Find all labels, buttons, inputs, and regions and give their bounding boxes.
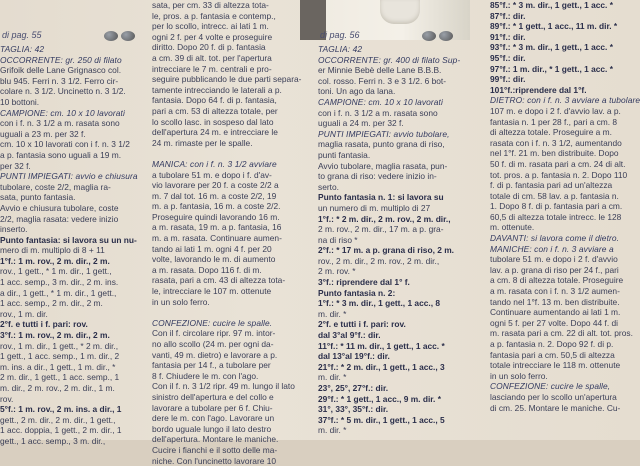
text-line: 37°f.: * 5 m. dir., 1 gett., 1 acc., 5	[318, 414, 445, 425]
text-line: TAGLIA: 42	[0, 44, 45, 54]
text-line: er Minnie Bebè delle Lane B.B.B.	[318, 65, 442, 76]
column-middle-left	[152, 0, 312, 466]
text-line: uguali a 24 m. per 32 f.	[318, 118, 404, 129]
text-line: tubolare, coste 2/2, maglia ra-	[0, 181, 111, 192]
text-line: tubolare 51 m. e dopo i 2 f. d'avvio	[490, 254, 618, 265]
text-line: punti fantasia.	[318, 149, 371, 160]
text-line: PUNTI IMPIEGATI: avvio e chiusura	[0, 171, 138, 182]
text-line: DIETRO: con i f. n. 3 avviare a tubolare	[490, 95, 640, 106]
text-line: cm. 10 x 10 lavorati con i f. n. 3 1/2	[0, 139, 130, 150]
text-line: fantasia pari a cm. 50,5 di altezza	[490, 349, 615, 360]
text-line: CONFEZIONE: cucire le spalle,	[490, 381, 611, 392]
text-line: 95°f.: dir.	[490, 52, 526, 63]
text-line: nel 1°f. 21 m. ben distribuite. Dopo	[490, 148, 619, 159]
text-line: 1 acc. doppia, 1 gett., 2 m. dir., 1	[0, 425, 122, 436]
text-line: fantasia per 14 f., a tubolare per	[152, 360, 271, 371]
text-line: ogni 5 f. per 27 volte. Dopo 44 f. di	[490, 317, 619, 328]
text-line: 23°, 25°, 27°f.: dir.	[318, 383, 389, 393]
text-line: 87°f.: dir.	[490, 10, 526, 21]
text-line: niche. Con l'uncinetto lavorare 10	[152, 455, 277, 466]
text-line: a dir., 1 gett., * 1 m. dir., 1 gett.,	[0, 287, 117, 298]
text-line: Punto fantasia: si lavora su un nu-	[0, 234, 137, 245]
text-line: m. a p. fantasia, 16 m. a coste 2/2.	[152, 201, 281, 212]
text-line: di altezza totale. Proseguire a m.	[490, 127, 612, 138]
text-line: di cm. 25. Montare le maniche. Cu-	[490, 402, 621, 413]
text-line: 1°f.: * 3 m. dir., 1 gett., 1 acc., 8	[318, 298, 441, 309]
text-line: le, pros. a p. fantasia e contemp.,	[152, 10, 276, 21]
text-line: 1. Dopo 8 f. di p. fantasia pari a cm.	[490, 201, 623, 212]
text-line: TAGLIA: 42	[318, 44, 363, 54]
text-line: dal 13°al 19°f.: dir.	[318, 351, 390, 362]
text-line: CAMPIONE: cm. 10 x 10 lavorati	[0, 107, 125, 118]
text-line: f. di p. fantasia pari ad un'altezza	[490, 180, 613, 191]
text-line: MANICA: con i f. n. 3 1/2 avviare	[152, 158, 277, 169]
text-line: m. dir., 2 m. rov., 2 m. dir., 1 m.	[0, 383, 115, 393]
text-line: PUNTI IMPIEGATI: avvio tubolare,	[318, 128, 450, 139]
text-line: Avvio tubolare, maglia rasata, pun-	[318, 160, 448, 171]
text-line: m. a m. rasata. Continuare aumen-	[152, 233, 282, 244]
text-line: 2°f. e tutti i f. pari: rov.	[318, 319, 406, 330]
page-ref-left: di pag. 55	[2, 30, 42, 40]
text-line: OCCORRENTE: gr. 250 di filato	[0, 54, 122, 65]
text-line: con i f. n. 3 1/2 a m. rasata sono	[318, 107, 438, 118]
text-line: a m. rasata, 19 m. a p. fantasia, 16	[152, 222, 282, 233]
text-line: tamente intrecciando le laterali a p.	[152, 84, 282, 95]
text-line: Continuare aumentando ai lati 1 m.	[490, 307, 621, 318]
text-line: 99°f.: dir.	[490, 74, 526, 85]
text-line: 89°f.: * 1 gett., 1 acc., 11 m. dir. *	[490, 21, 618, 32]
text-line: 11°f.: * 11 m. dir., 1 gett., 1 acc. *	[318, 340, 445, 351]
text-line: 1°f.: 1 m. rov., 2 m. dir., 2 m.	[0, 255, 110, 266]
yarn-ball-icon	[121, 31, 135, 41]
text-line: no allo scollo (24 m. per ogni da-	[152, 339, 274, 349]
text-line: toni. Un ago da lana.	[318, 86, 396, 97]
text-line: totale di cm. 58 lav. a p. fantasia n.	[490, 190, 619, 201]
text-line: a p. fantasia sono uguali a 19 m.	[0, 149, 122, 160]
text-line: dere le m. con l'ago. Lavorare un	[152, 413, 275, 424]
text-line: Avvio e chiusura tubolare, coste	[0, 202, 119, 213]
text-line: 50 f. di m. rasata pari a cm. 24 di alt.	[490, 158, 626, 169]
text-line: sata, punto fantasia.	[0, 192, 76, 203]
text-line: lav. a p. grana di riso per 24 f., pari	[490, 264, 619, 275]
text-line: tando ai lati 1 m. ogni 4 f. per 20	[152, 243, 272, 254]
text-line: 97°f.: 1 m. dir., * 1 gett., 1 acc. *	[490, 63, 613, 74]
text-line: rasata con i f. n. 3 1/2, aumentando	[490, 137, 622, 148]
text-line: 1 gett., 1 acc. semp., 1 m. dir., 2	[0, 351, 120, 362]
text-line: pari a cm. 53 di altezza totale, per	[152, 105, 278, 116]
text-line: 21°f.: * 2 m. dir., 1 gett., 1 acc., 3	[318, 361, 445, 372]
text-line: 1°f.: * 2 m. dir., 2 m. rov., 2 m. dir.,	[318, 213, 451, 224]
text-line: Con il f. circolare ripr. 97 m. intor-	[152, 328, 276, 339]
text-line: un numero di m. multiplo di 27	[318, 202, 431, 213]
text-line: 2 m. rov., 2 m. dir., 17 m. a p. gra-	[318, 224, 444, 235]
text-line: m. dir. *	[318, 425, 347, 436]
text-line: mero di m. multiplo di 8 + 11	[0, 245, 105, 256]
text-line: seguire pubblicando le due parti separa-	[152, 74, 302, 85]
text-line: 85°f.: * 3 m. dir., 1 gett., 1 acc. *	[490, 0, 613, 10]
text-line: 2°f.: * 17 m. a p. grana di riso, 2 m.	[318, 245, 454, 256]
text-line: 60,5 di altezza totale intrecc. le 128	[490, 211, 622, 222]
text-line: 2 m. rov. *	[318, 266, 356, 277]
text-line: vio lavorare per 20 f. a coste 2/2 a	[152, 180, 279, 191]
text-line: Grifoik delle Lane Grignasco col.	[0, 65, 122, 76]
text-line	[152, 307, 312, 318]
text-line: 24 m. rimaste per le spalle.	[152, 137, 253, 148]
text-line: m. dir. *	[318, 372, 347, 383]
text-line: tot. pros. a p. fantasia n. 2. Dopo 110	[490, 169, 628, 180]
text-line: col. rosso. Ferri n. 3 e 3 1/2. 6 bot-	[318, 75, 447, 86]
yarn-ball-icon	[422, 31, 436, 41]
text-line: per 32 f.	[0, 160, 31, 171]
text-line: lavorare a tubolare per 6 f. Chiu-	[152, 402, 273, 413]
text-line: Con il f. n. 3 1/2 ripr. 49 m. lungo il lato	[152, 381, 295, 392]
text-line: vanti, 49 m. dietro) e lavorare a p.	[152, 349, 278, 360]
text-line: CONFEZIONE: cucire le spalle.	[152, 317, 273, 328]
yarn-icon-pair	[422, 31, 453, 41]
text-line: dell'apertura. Montare le maniche.	[152, 434, 279, 445]
text-line: 91°f.: dir.	[490, 31, 526, 42]
text-line: 29°f.: * 1 gett., 1 acc., 9 m. dir. *	[318, 393, 441, 404]
text-line: bordo uguale lungo il lato destro	[152, 423, 272, 434]
text-line: a p. fantasia n. 2. Dopo 92 f. di p.	[490, 339, 614, 349]
text-line: rasata, pari a cm. 43 di altezza tota-	[152, 275, 286, 286]
text-line: in un solo ferro.	[490, 370, 548, 381]
text-line: MANICHE: con i f. n. 3 avviare a	[490, 243, 614, 254]
yarn-ball-icon	[439, 31, 453, 41]
text-line: OCCORRENTE: gr. 400 di filato Sup-	[318, 54, 461, 65]
text-line: gett., 2 m. dir., 2 m. dir., 1 gett.,	[0, 414, 116, 425]
text-line: blu 945. Ferri n. 3 1/2. Ferro cir-	[0, 75, 119, 86]
col1-header	[2, 30, 135, 41]
text-line: rov., 2 m. dir., 2 m. rov., 2 m. dir.,	[318, 255, 440, 266]
text-line: 1 acc. semp., 2 m. dir., 2 m.	[0, 298, 103, 309]
text-line: to grana di riso: vedere inizio in-	[318, 171, 437, 182]
text-line: a tubolare 51 m. e dopo i f. d'av-	[152, 169, 272, 180]
text-line: 3°f.: 1 m. rov., 2 m. dir., 2 m.	[0, 330, 110, 341]
text-line: rov.	[0, 393, 14, 404]
text-line: m. rasata pari a cm. 22 di alt. tot. pros.	[490, 328, 633, 339]
text-line: gett., 1 acc. semp., 3 m. dir.,	[0, 435, 106, 446]
text-line: Punto fantasia n. 1: si lavora su	[318, 192, 444, 203]
text-line: 2°f. e tutti i f. pari: rov.	[0, 319, 88, 330]
text-line: CAMPIONE: cm. 10 x 10 lavorati	[318, 96, 443, 107]
text-line: dell'apertura 24 m. e intrecciare le	[152, 127, 278, 138]
text-line: con i f. n. 3 1/2 a m. rasata sono	[0, 118, 120, 129]
text-line: a cm. 8 di altezza totale. Proseguire	[490, 275, 624, 286]
text-line: tando nel 1°f. 13 m. ben distribuite.	[490, 296, 620, 307]
column-right	[490, 0, 640, 413]
text-line: m. ottenute.	[490, 222, 535, 233]
text-line: le, intrecciare le 107 m. ottenute	[152, 286, 272, 297]
text-line: maglia rasata, punto grana di riso,	[318, 139, 445, 150]
text-line: Proseguire quindi lavorando 16 m.	[152, 211, 280, 222]
col3-header	[320, 30, 453, 41]
text-line: rov., 1 m. dir., 1 gett., * 2 m. dir.,	[0, 340, 119, 351]
text-line: 101°f.:riprendere dal 1°f.	[490, 84, 587, 95]
text-line: sinistro dell'apertura e del collo e	[152, 391, 274, 402]
text-line: serto.	[318, 181, 339, 192]
text-line: rov., 1 gett., * 1 m. dir., 1 gett.,	[0, 266, 112, 277]
column-left	[0, 44, 140, 447]
text-line: 31°, 33°, 35°f.: dir.	[318, 404, 389, 415]
column-middle-right	[318, 44, 476, 436]
text-line: Cucire i fianchi e il sotto delle ma-	[152, 444, 278, 455]
text-line: volte, lavorando le m. di aumento	[152, 254, 276, 265]
text-line: inserto.	[0, 224, 28, 235]
text-line: fantasia. Dopo 64 f. di p. fantasia,	[152, 95, 277, 106]
text-line: m. ins. a dir., 1 gett., 1 m. dir., *	[0, 361, 116, 372]
text-line: colare n. 3 1/2. Uncinetto n. 3 1/2.	[0, 86, 126, 97]
text-line: Punto fantasia n. 2:	[318, 287, 396, 298]
text-line: 2/2, maglia rasata: vedere inizio	[0, 213, 119, 224]
text-line: na di riso *	[318, 234, 358, 245]
text-line: uguali a 23 m. per 32 f.	[0, 128, 86, 139]
text-line: 3°f.: riprendere dal 1° f.	[318, 277, 410, 288]
text-line: a cm. 39 di alt. tot. per l'apertura	[152, 52, 272, 63]
text-line: 107 m. e dopo i 2 f. d'avvio lav. a p.	[490, 105, 621, 116]
text-line: lo scollo lasc. in sospeso dal lato	[152, 116, 274, 127]
page-ref-right: di pag. 56	[320, 30, 360, 40]
text-line: m. 7 dal tot. 16 m. a coste 2/2, 19	[152, 190, 277, 201]
yarn-ball-icon	[104, 31, 118, 41]
sleeve-photo	[380, 0, 420, 24]
text-line: 93°f.: * 3 m. dir., 1 gett., 1 acc. *	[490, 42, 613, 53]
text-line: ogni 2 f. per 4 volte e proseguire	[152, 31, 273, 42]
text-line	[152, 148, 312, 159]
yarn-icon-pair	[104, 31, 135, 41]
text-line: a m. rasata. Dopo 116 f. di m.	[152, 264, 262, 275]
text-line: 2 m. dir., 1 gett., 1 acc. semp., 1	[0, 372, 120, 383]
text-line: DAVANTI: si lavora come il dietro.	[490, 233, 620, 244]
text-line: in un solo ferro.	[152, 296, 210, 307]
text-line: m. dir. *	[318, 308, 347, 319]
text-line: per lo scollo, intrecc. ai lati 1 m.	[152, 21, 269, 32]
text-line: fantasia n. 1 per 28 f., pari a cm. 8	[490, 116, 618, 127]
text-line: 1 acc. semp., 3 m. dir., 2 m. ins.	[0, 277, 119, 288]
text-line: 5°f.: 1 m. rov., 2 m. ins. a dir., 1	[0, 404, 122, 415]
text-line: diritto. Dopo 20 f. di p. fantasia	[152, 42, 266, 53]
text-line: sata, per cm. 33 di altezza tota-	[152, 0, 269, 10]
text-line: 8 f. Chiudere le m. con l'ago.	[152, 370, 259, 381]
text-line: totale intrecciare le 118 m. ottenute	[490, 360, 621, 371]
text-line: 10 bottoni.	[0, 96, 40, 107]
text-line: lasciando per lo scollo un'apertura	[490, 391, 617, 402]
text-line: dal 3°al 9°f.: dir.	[318, 330, 381, 341]
text-line: a m. rasata con i f. n. 3 1/2 aumen-	[490, 286, 620, 297]
text-line: intrecciare le 7 m. centrali e pro-	[152, 63, 272, 74]
text-line: rov., 1 m. dir.	[0, 308, 48, 319]
